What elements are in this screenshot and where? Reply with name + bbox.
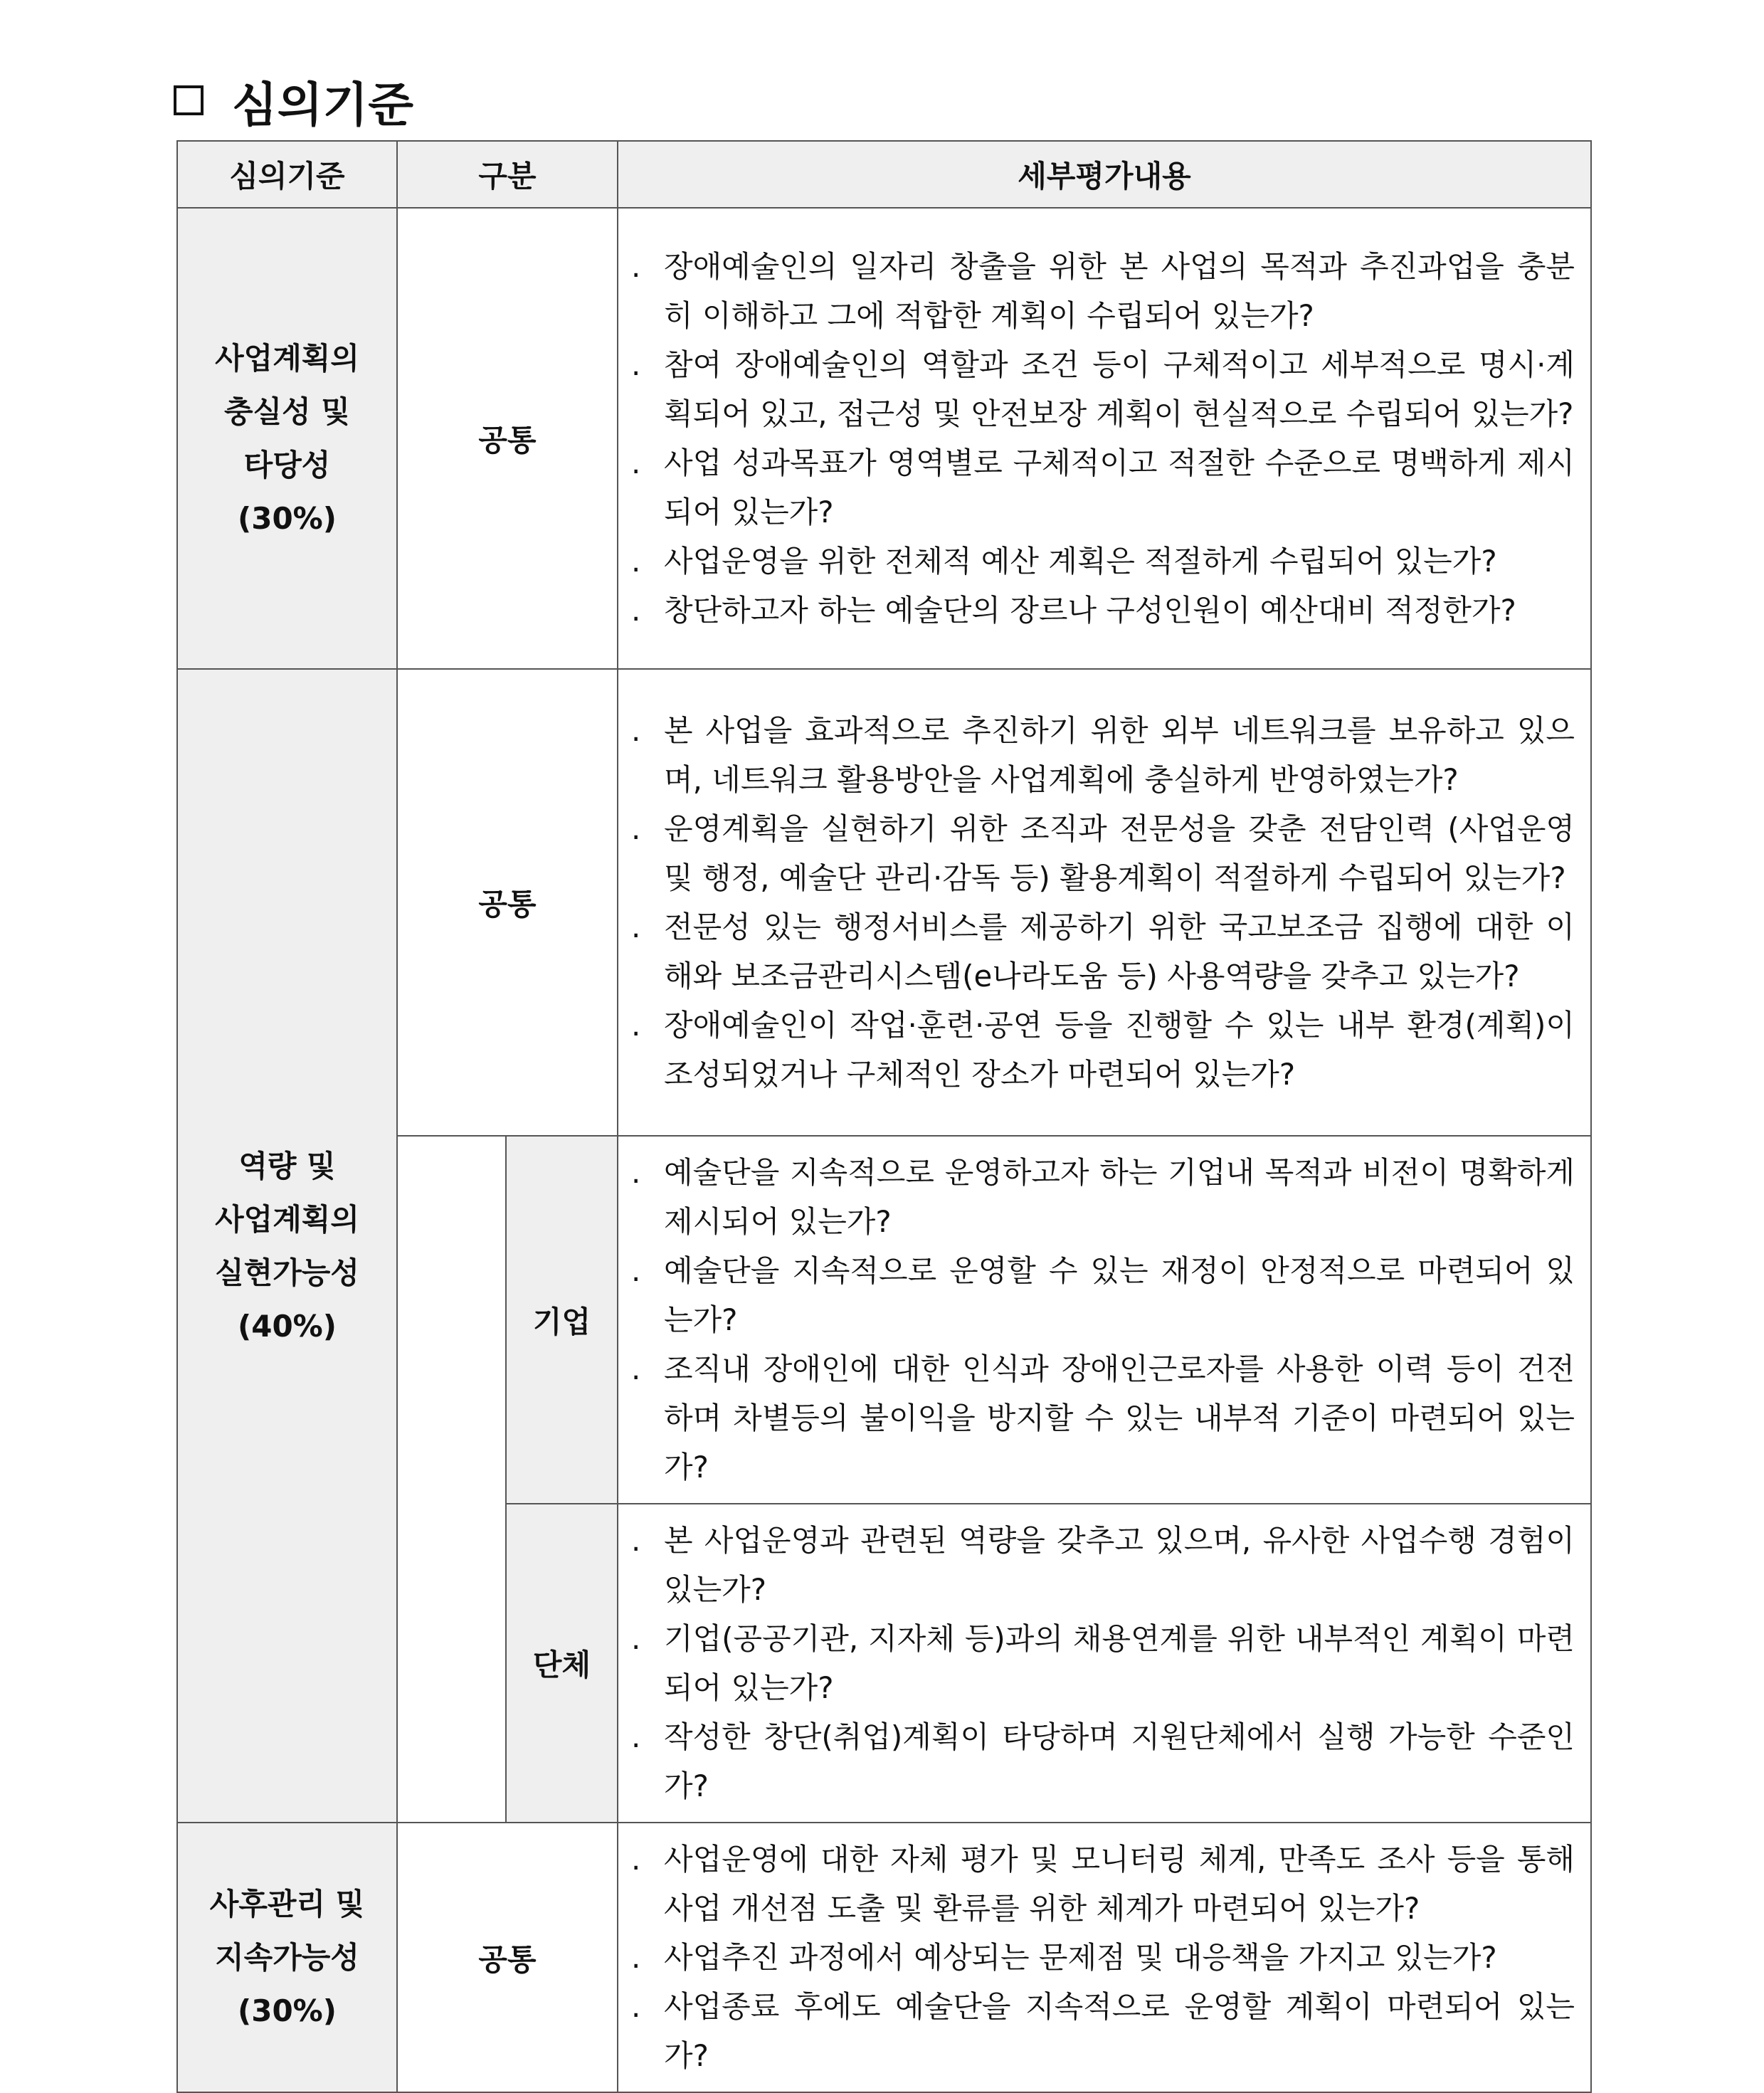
list-item: . 참여 장애예술인의 역할과 조건 등이 구체적이고 세부적으로 명시·계획되어 있고, 접근성 및 안전보장 계획이 현실적으로 수립되어 있는가?	[618, 340, 1575, 438]
list-item: . 사업추진 과정에서 예상되는 문제점 및 대응책을 가지고 있는가?	[618, 1933, 1575, 1982]
header-division: 구분	[397, 141, 618, 208]
list-item: . 사업 성과목표가 영역별로 구체적이고 적절한 수준으로 명백하게 제시되어 있는가?	[618, 438, 1575, 537]
list-item: . 운영계획을 실현하기 위한 조직과 전문성을 갖춘 전담인력 (사업운영 및 행정, 예술단 관리·감독 등) 활용계획이 적절하게 수립되어 있는가?	[618, 804, 1575, 902]
division-cell: 공통	[397, 669, 618, 1136]
section-title	[174, 70, 413, 131]
list-item: . 사업운영을 위한 전체적 예산 계획은 적절하게 수립되어 있는가?	[618, 537, 1575, 586]
list-item: . 예술단을 지속적으로 운영할 수 있는 재정이 안정적으로 마련되어 있는가?	[618, 1246, 1575, 1344]
list-item: . 장애예술인이 작업·훈련·공연 등을 진행할 수 있는 내부 환경(계획)이 조성되었거나 구체적인 장소가 마련되어 있는가?	[618, 1001, 1575, 1099]
header-criteria: 심의기준	[177, 141, 397, 208]
criteria-table	[176, 140, 1592, 2093]
criteria-weight: (30%)	[238, 1993, 337, 2028]
criteria-weight: (30%)	[238, 501, 337, 536]
criteria-cell	[177, 1823, 397, 2092]
division-cell: 단체	[506, 1504, 618, 1823]
list-item: . 장애예술인의 일자리 창출을 위한 본 사업의 목적과 추진과업을 충분히 이해하고 그에 적합한 계획이 수립되어 있는가?	[618, 242, 1575, 340]
details-cell	[618, 1504, 1591, 1823]
criteria-line: 사후관리 및	[209, 1887, 365, 1921]
criteria-line: 사업계획의	[215, 1201, 359, 1237]
details-cell	[618, 1136, 1591, 1504]
list-item: . 전문성 있는 행정서비스를 제공하기 위한 국고보조금 집행에 대한 이해와 보조금관리시스템(e나라도움 등) 사용역량을 갖추고 있는가?	[618, 902, 1575, 1001]
list-item: . 작성한 창단(취업)계획이 타당하며 지원단체에서 실행 가능한 수준인가?	[618, 1712, 1575, 1810]
criteria-line: 사업계획의	[215, 341, 359, 376]
list-item: . 본 사업운영과 관련된 역량을 갖추고 있으며, 유사한 사업수행 경험이 있는가?	[618, 1516, 1575, 1614]
details-cell	[618, 208, 1591, 669]
list-item: . 사업운영에 대한 자체 평가 및 모니터링 체계, 만족도 조사 등을 통해 사업 개선점 도출 및 환류를 위한 체계가 마련되어 있는가?	[618, 1835, 1575, 1933]
table-row	[177, 208, 1591, 669]
criteria-line: 충실성 및	[224, 394, 350, 429]
criteria-line: 타당성	[243, 448, 331, 483]
list-item: . 본 사업을 효과적으로 추진하기 위한 외부 네트워크를 보유하고 있으며, 네트워크 활용방안을 사업계획에 충실하게 반영하였는가?	[618, 706, 1575, 804]
criteria-line: 지속가능성	[215, 1940, 359, 1975]
criteria-cell	[177, 669, 397, 1823]
list-item: . 창단하고자 하는 예술단의 장르나 구성인원이 예산대비 적정한가?	[618, 586, 1575, 635]
section-title-text: 심의기준	[232, 77, 414, 132]
criteria-line: 역량 및	[238, 1148, 336, 1183]
division-cell: 공통	[397, 208, 618, 669]
list-item: . 조직내 장애인에 대한 인식과 장애인근로자를 사용한 이력 등이 건전하며 차별등의 불이익을 방지할 수 있는 내부적 기준이 마련되어 있는가?	[618, 1344, 1575, 1492]
details-cell	[618, 1823, 1591, 2092]
list-item: . 기업(공공기관, 지자체 등)과의 채용연계를 위한 내부적인 계획이 마련되어 있는가?	[618, 1614, 1575, 1712]
checkbox-icon	[174, 85, 204, 115]
table-row	[177, 669, 1591, 1136]
blank-cell	[397, 1136, 506, 1823]
details-cell	[618, 669, 1591, 1136]
list-item: . 사업종료 후에도 예술단을 지속적으로 운영할 계획이 마련되어 있는가?	[618, 1982, 1575, 2080]
table-row	[177, 1823, 1591, 2092]
criteria-weight: (40%)	[238, 1308, 337, 1344]
header-row	[177, 141, 1591, 208]
header-details: 세부평가내용	[618, 141, 1591, 208]
division-cell: 기업	[506, 1136, 618, 1504]
criteria-cell	[177, 208, 397, 669]
criteria-line: 실현가능성	[215, 1255, 359, 1290]
list-item: . 예술단을 지속적으로 운영하고자 하는 기업내 목적과 비전이 명확하게 제시되어 있는가?	[618, 1148, 1575, 1246]
division-cell: 공통	[397, 1823, 618, 2092]
